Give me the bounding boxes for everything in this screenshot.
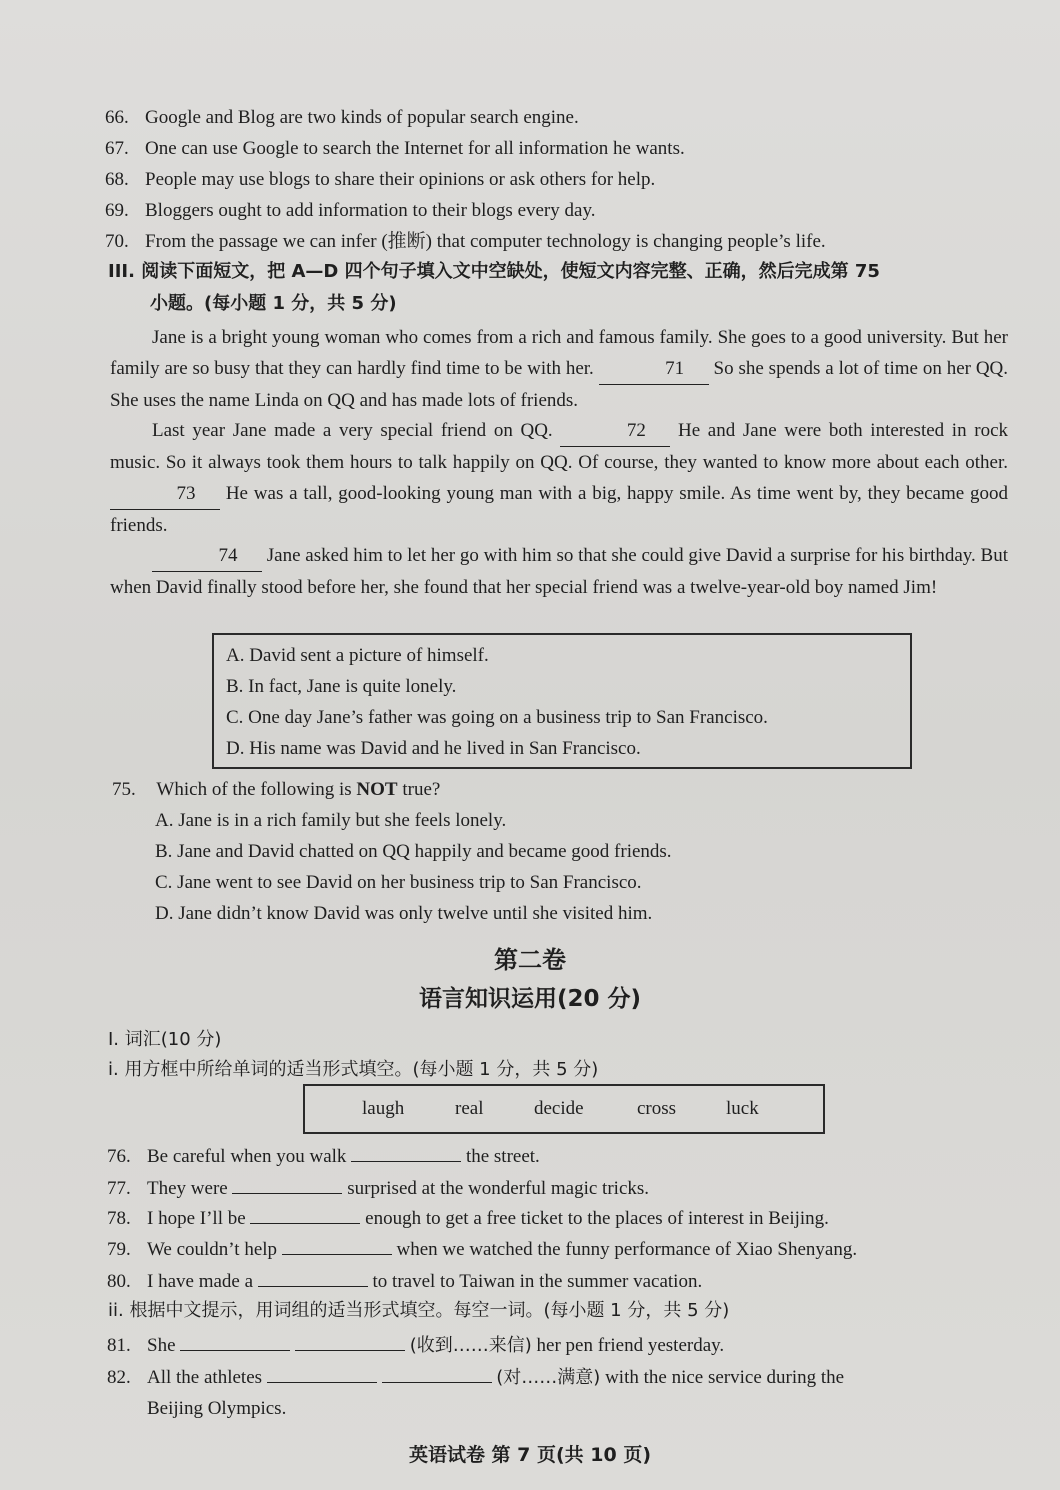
answer-blank-81a[interactable]: [180, 1332, 290, 1351]
word-cross: cross: [637, 1098, 677, 1119]
word-laugh: laugh: [362, 1098, 405, 1119]
answer-blank-77[interactable]: [232, 1175, 342, 1194]
answer-blank-80[interactable]: [258, 1268, 368, 1287]
q75-choice-a[interactable]: A. Jane is in a rich family but she feels lonely.: [155, 810, 507, 831]
part2-title: 第二卷: [494, 946, 566, 974]
option-c: C. One day Jane’s father was going on a business trip to San Francisco.: [226, 707, 768, 728]
blank-71[interactable]: 71: [599, 353, 709, 385]
answer-blank-76[interactable]: [351, 1143, 461, 1162]
word-luck: luck: [726, 1098, 759, 1119]
word-decide: decide: [534, 1098, 584, 1119]
option-b: B. In fact, Jane is quite lonely.: [226, 676, 457, 697]
question-81: 81. She (收到……来信) her pen friend yesterday.: [107, 1332, 724, 1358]
blank-73[interactable]: 73: [110, 478, 220, 510]
question-75: 75. Which of the following is NOT true?: [112, 779, 441, 800]
question-68: 68. People may use blogs to share their opinions or ask others for help.: [105, 169, 656, 190]
vocab-heading: I. 词汇(10 分): [108, 1029, 222, 1050]
page-footer: 英语试卷 第 7 页(共 10 页): [408, 1444, 652, 1466]
answer-blank-82a[interactable]: [267, 1364, 377, 1383]
answer-blank-78[interactable]: [250, 1205, 360, 1224]
passage-paragraph-2: Last year Jane made a very special friend on QQ. 72 He and Jane were both interested in rock music. So it always took them hours to talk happily on QQ. Of course, they wanted to know more about each other. 73 He was a tall, good-looking young man with a big, happy smile. As time went by, they became good friends.: [110, 415, 1008, 541]
q75-choice-c[interactable]: C. Jane went to see David on her business trip to San Francisco.: [155, 872, 642, 893]
question-80: 80. I have made a to travel to Taiwan in the summer vacation.: [107, 1268, 702, 1294]
q75-choice-d[interactable]: D. Jane didn’t know David was only twelve until she visited him.: [155, 903, 653, 924]
part2-subtitle: 语言知识运用(20 分): [418, 986, 642, 1012]
question-78: 78. I hope I’ll be enough to get a free ticket to the places of interest in Beijing.: [107, 1205, 829, 1231]
word-real: real: [455, 1098, 484, 1119]
vocab-instruction: i. 用方框中所给单词的适当形式填空。(每小题 1 分，共 5 分): [108, 1059, 599, 1080]
question-82: 82. All the athletes (对……满意) with the nice service during the: [107, 1364, 844, 1390]
passage-paragraph-1: Jane is a bright young woman who comes from a rich and famous family. She goes to a good university. But her family are so busy that they can hardly find time to be with her. 71 So she spends a lot of time on her QQ. She uses the name Linda on QQ and has made lots of friends.: [110, 327, 1009, 411]
option-a: A. David sent a picture of himself.: [226, 645, 489, 666]
answer-blank-82b[interactable]: [382, 1364, 492, 1383]
option-d: D. His name was David and he lived in San Francisco.: [226, 738, 641, 759]
question-67: 67. One can use Google to search the Internet for all information he wants.: [105, 138, 685, 159]
question-66: 66. Google and Blog are two kinds of popular search engine.: [105, 107, 579, 128]
question-69: 69. Bloggers ought to add information to their blogs every day.: [105, 200, 596, 221]
blank-74[interactable]: 74: [152, 540, 262, 572]
question-77: 77. They were surprised at the wonderful magic tricks.: [107, 1175, 649, 1201]
q75-choice-b[interactable]: B. Jane and David chatted on QQ happily and became good friends.: [155, 841, 672, 862]
phrase-instruction: ii. 根据中文提示，用词组的适当形式填空。每空一词。(每小题 1 分，共 5 分): [108, 1300, 730, 1321]
question-82-continuation: Beijing Olympics.: [147, 1398, 287, 1419]
section3-heading: III. 阅读下面短文，把 A—D 四个句子填入文中空缺处，使短文内容完整、正确，然后完成第 75: [108, 261, 880, 282]
question-70: 70. From the passage we can infer (推断) that computer technology is changing people’s life.: [105, 231, 826, 252]
passage-paragraph-3: 74 Jane asked him to let her go with him so that she could give David a surprise for his birthday. But when David finally stood before her, she found that her special friend was a twelve-year-old boy named Jim!: [110, 540, 1008, 603]
answer-blank-79[interactable]: [282, 1236, 392, 1255]
blank-72[interactable]: 72: [560, 415, 670, 447]
section3-heading-2: 小题。(每小题 1 分，共 5 分): [150, 293, 397, 314]
question-76: 76. Be careful when you walk the street.: [107, 1143, 540, 1169]
question-79: 79. We couldn’t help when we watched the funny performance of Xiao Shenyang.: [107, 1236, 857, 1262]
answer-blank-81b[interactable]: [295, 1332, 405, 1351]
